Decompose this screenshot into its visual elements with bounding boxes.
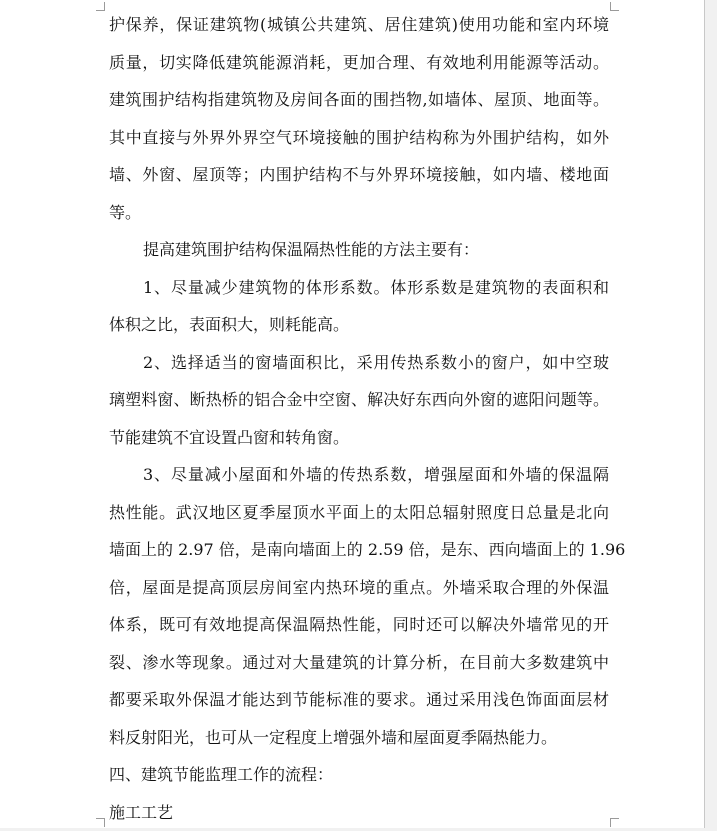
text-line: 等。 xyxy=(109,194,609,232)
document-body[interactable] xyxy=(109,6,609,831)
section-heading: 四、建筑节能监理工作的流程： xyxy=(109,756,609,794)
list-item-1: 1、尽量减少建筑物的体形系数。体形系数是建筑物的表面积和 xyxy=(109,269,609,307)
corner-mark-top-right xyxy=(610,2,619,11)
corner-mark-top-left xyxy=(96,2,105,11)
section-heading: 施工工艺 xyxy=(109,794,609,831)
text-line: 墙、外窗、屋顶等；内围护结构不与外界环境接触，如内墙、楼地面 xyxy=(109,156,609,194)
paragraph-heading: 提高建筑围护结构保温隔热性能的方法主要有： xyxy=(109,231,609,269)
text-line: 裂、渗水等现象。通过对大量建筑的计算分析，在目前大多数建筑中 xyxy=(109,644,609,682)
text-line: 建筑围护结构指建筑物及房间各面的围挡物,如墙体、屋顶、地面等。 xyxy=(109,81,609,119)
text-line: 体积之比，表面积大，则耗能高。 xyxy=(109,306,609,344)
corner-mark-bottom-right xyxy=(610,818,619,827)
text-line: 都要采取外保温才能达到节能标准的要求。通过采用浅色饰面面层材 xyxy=(109,681,609,719)
text-line: 热性能。武汉地区夏季屋顶水平面上的太阳总辐射照度日总量是北向 xyxy=(109,494,609,532)
list-item-2: 2、选择适当的窗墙面积比，采用传热系数小的窗户，如中空玻 xyxy=(109,344,609,382)
text-line: 质量，切实降低建筑能源消耗，更加合理、有效地利用能源等活动。 xyxy=(109,44,609,82)
text-line: 节能建筑不宜设置凸窗和转角窗。 xyxy=(109,419,609,457)
text-line: 料反射阳光，也可从一定程度上增强外墙和屋面夏季隔热能力。 xyxy=(109,719,609,757)
text-line: 护保养，保证建筑物(城镇公共建筑、居住建筑)使用功能和室内环境 xyxy=(109,6,609,44)
corner-mark-bottom-left xyxy=(96,818,105,827)
text-line: 墙面上的 2.97 倍，是南向墙面上的 2.59 倍，是东、西向墙面上的 1.96 xyxy=(109,531,609,569)
text-line: 倍，屋面是提高顶层房间室内热环境的重点。外墙采取合理的外保温 xyxy=(109,569,609,607)
text-line: 其中直接与外界外界空气环境接触的围护结构称为外围护结构，如外 xyxy=(109,119,609,157)
text-line: 璃塑料窗、断热桥的铝合金中空窗、解决好东西向外窗的遮阳问题等。 xyxy=(109,381,609,419)
list-item-3: 3、尽量减小屋面和外墙的传热系数，增强屋面和外墙的保温隔 xyxy=(109,456,609,494)
text-line: 体系，既可有效地提高保温隔热性能，同时还可以解决外墙常见的开 xyxy=(109,606,609,644)
